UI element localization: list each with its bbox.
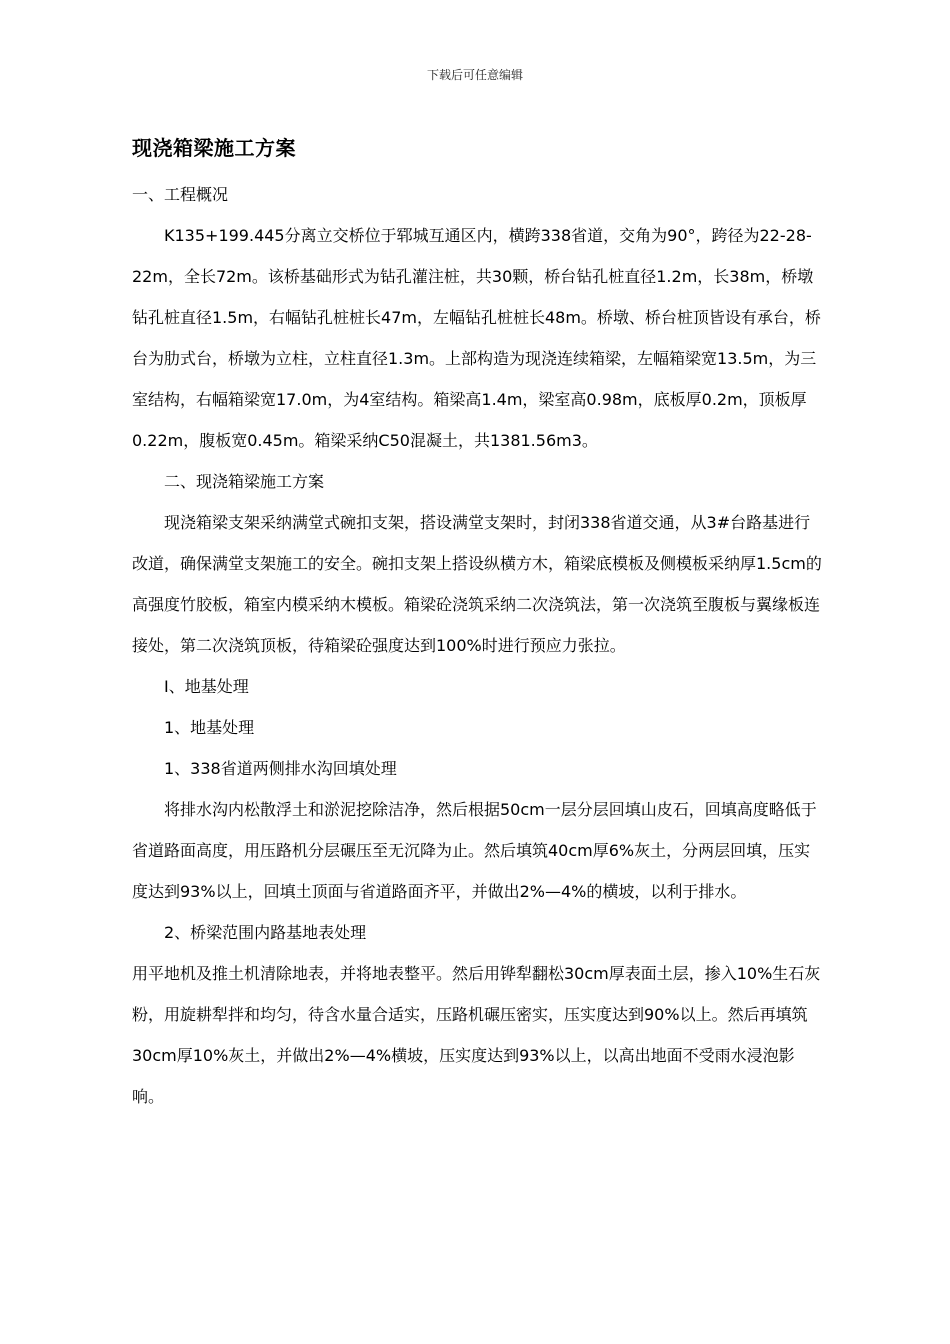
item-heading-drainage: 1、338省道两侧排水沟回填处理	[164, 759, 397, 778]
paragraph-overview: K135+199.445分离立交桥位于郓城互通区内，横跨338省道，交角为90°，跨径为22-28-22m，全长72m。该桥基础形式为钻孔灌注桩，共30颗，桥台钻孔桩直径1.2m，长38m，桥墩钻孔桩直径1.5m，右幅钻孔桩桩长47m，左幅钻孔桩桩长48m。桥墩、桥台桩顶皆设有承台，桥台为肋式台，桥墩为立柱，立柱直径1.3m。上部构造为现浇连续箱梁，左幅箱梁宽13.5m，为三室结构，右幅箱梁宽17.0m，为4室结构。箱梁高1.4m，梁室高0.98m，底板厚0.2m，顶板厚0.22m，腹板宽0.45m。箱梁采纳C50混凝土，共1381.56m3。	[132, 226, 821, 450]
subsection-heading-foundation: Ⅰ、地基处理	[164, 677, 249, 696]
page-header: 下载后可任意编辑	[426, 68, 523, 82]
subsection-heading-foundation-1: 1、地基处理	[164, 718, 255, 737]
item-heading-subgrade: 2、桥梁范围内路基地表处理	[164, 923, 367, 942]
paragraph-drainage: 将排水沟内松散浮土和淤泥挖除洁净，然后根据50cm一层分层回填山皮石，回填高度略低于省道路面高度，用压路机分层碾压至无沉降为止。然后填筑40cm厚6%灰土，分两层回填，压实度达到93%以上，回填土顶面与省道路面齐平，并做出2%—4%的横坡，以利于排水。	[132, 800, 817, 901]
paragraph-subgrade: 用平地机及推土机清除地表，并将地表整平。然后用铧犁翻松30cm厚表面土层，掺入10%生石灰粉，用旋耕犁拌和均匀，待含水量合适实，压路机碾压密实，压实度达到90%以上。然后再填筑30cm厚10%灰土，并做出2%—4%横坡，压实度达到93%以上，以高出地面不受雨水浸泡影响。	[132, 964, 821, 1106]
section-heading-plan: 二、现浇箱梁施工方案	[164, 472, 325, 491]
paragraph-plan: 现浇箱梁支架采纳满堂式碗扣支架，搭设满堂支架时，封闭338省道交通，从3#台路基进行改道，确保满堂支架施工的安全。碗扣支架上搭设纵横方木，箱梁底模板及侧模板采纳厚1.5cm的高强度竹胶板，箱室内模采纳木模板。箱梁砼浇筑采纳二次浇筑法，第一次浇筑至腹板与翼缘板连接处，第二次浇筑顶板，待箱梁砼强度达到100%时进行预应力张拉。	[132, 513, 822, 655]
document-body	[132, 174, 822, 1117]
document-title: 现浇箱梁施工方案	[132, 136, 296, 160]
section-heading-overview: 一、工程概况	[132, 185, 229, 204]
